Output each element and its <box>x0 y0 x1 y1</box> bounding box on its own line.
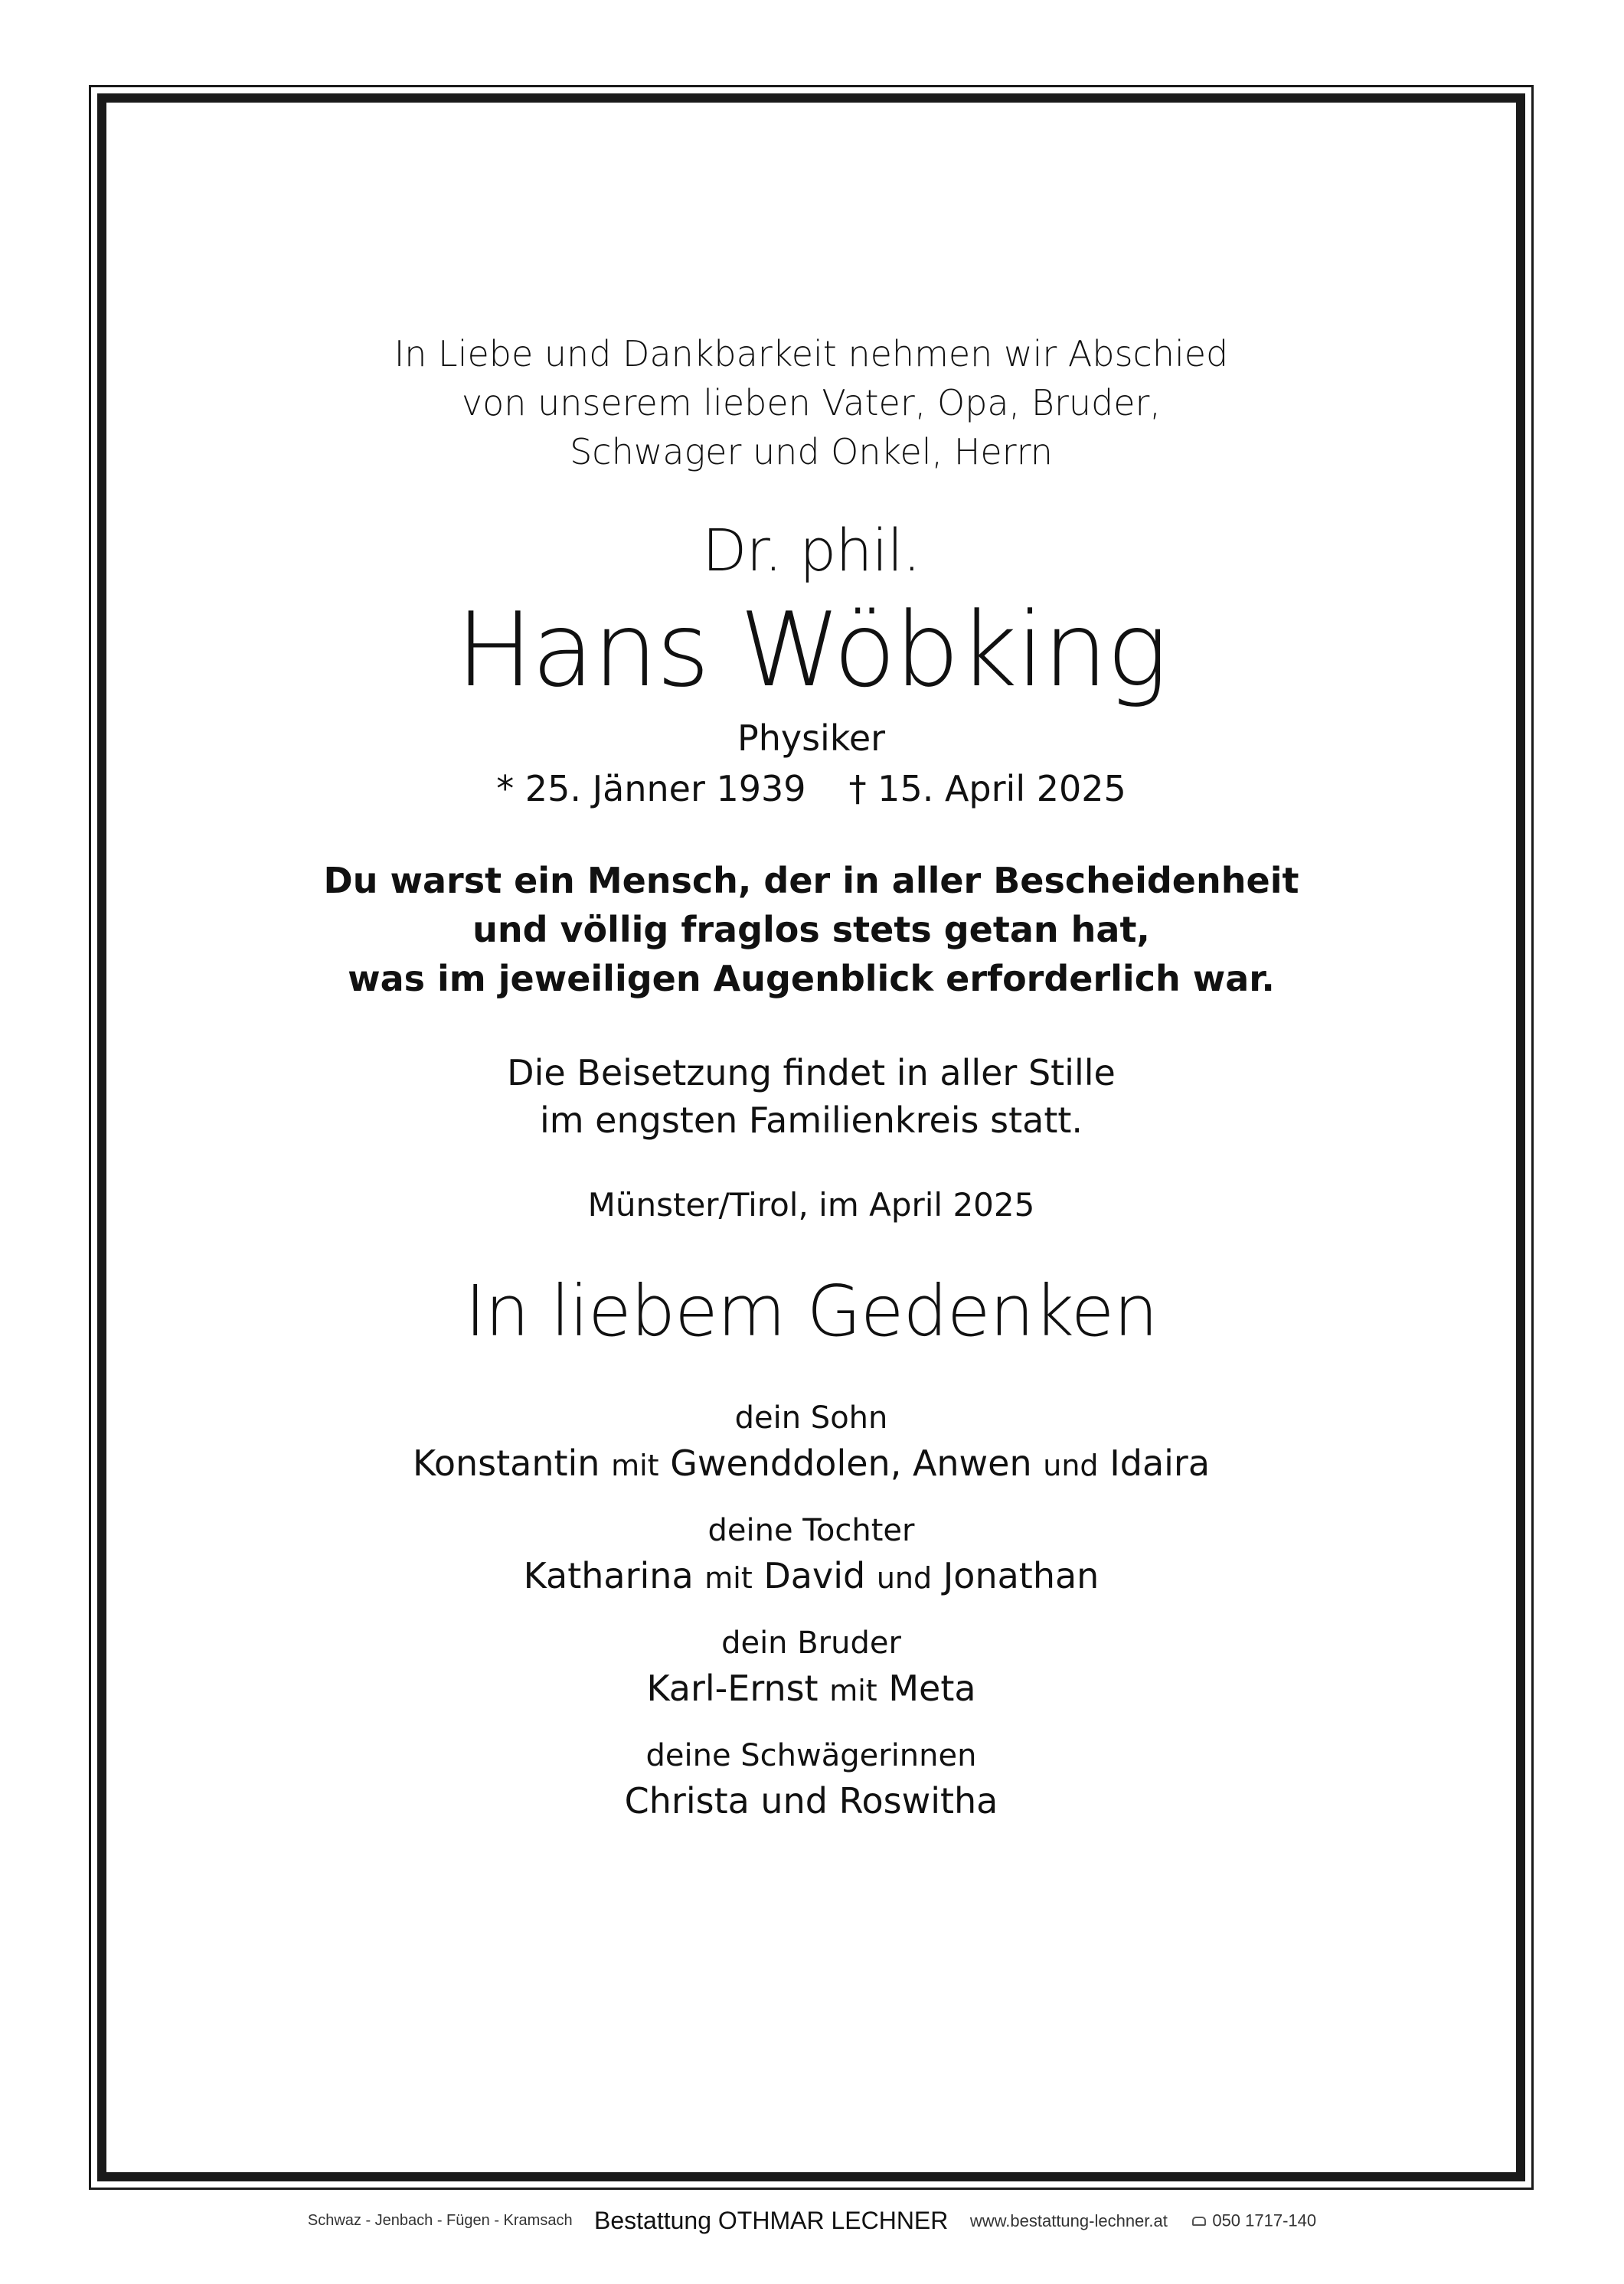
family-relation: dein Bruder <box>721 1626 901 1661</box>
joiner: und <box>1043 1449 1099 1482</box>
joiner: mit <box>704 1561 753 1595</box>
quote-line: und völlig fraglos stets getan hat, <box>472 909 1150 950</box>
family-name: Anwen <box>912 1443 1032 1484</box>
family-name: Christa <box>624 1780 750 1822</box>
family-name: Meta <box>888 1668 976 1709</box>
family-members <box>106 1439 1516 1489</box>
intro-line: In Liebe und Dankbarkeit nehmen wir Abschied <box>394 333 1229 374</box>
family-name: Konstantin <box>412 1443 600 1484</box>
joiner: und <box>876 1561 933 1595</box>
quote-line: Du warst ein Mensch, der in aller Bescheidenheit <box>323 860 1299 901</box>
family-relation: dein Sohn <box>734 1400 888 1436</box>
deceased-name: Hans Wöbking <box>456 590 1167 710</box>
intro-text <box>106 329 1516 476</box>
death-date: † 15. April 2025 <box>848 768 1126 809</box>
family-relation: deine Schwägerinnen <box>645 1738 977 1773</box>
intro-line: Schwager und Onkel, Herrn <box>570 431 1053 472</box>
profession: Physiker <box>737 717 886 759</box>
family-name: Karl-Ernst <box>646 1668 819 1709</box>
family-members <box>106 1777 1516 1825</box>
footer <box>0 2207 1624 2245</box>
place-date: Münster/Tirol, im April 2025 <box>587 1186 1035 1224</box>
intro-line: von unserem lieben Vater, Opa, Bruder, <box>461 382 1162 423</box>
family-members <box>106 1665 1516 1714</box>
quote-line: was im jeweiligen Augenblick erforderlich war. <box>348 958 1275 999</box>
joiner: mit <box>829 1674 877 1707</box>
academic-title: Dr. phil. <box>702 516 920 584</box>
family-members <box>106 1552 1516 1602</box>
footer-website[interactable]: www.bestattung-lechner.at <box>969 2210 1168 2230</box>
family-name: Gwenddolen <box>670 1443 890 1484</box>
family-list <box>106 1397 1516 1845</box>
footer-phone: 050 1717-140 <box>1212 2210 1317 2230</box>
telephone-icon <box>1192 2217 1206 2226</box>
birth-date: * 25. Jänner 1939 <box>496 768 806 809</box>
memorial-heading: In liebem Gedenken <box>465 1270 1158 1352</box>
family-name: David <box>763 1555 866 1596</box>
funeral-line: im engsten Familienkreis statt. <box>539 1100 1083 1141</box>
family-relation: deine Tochter <box>707 1513 915 1548</box>
funeral-notice <box>106 1049 1516 1144</box>
family-name: Roswitha <box>838 1780 998 1822</box>
quote <box>106 856 1516 1003</box>
joiner: und <box>760 1780 828 1822</box>
family-name: Idaira <box>1109 1443 1211 1484</box>
footer-towns: Schwaz - Jenbach - Fügen - Kramsach <box>307 2212 573 2229</box>
footer-company: Bestattung OTHMAR LECHNER <box>594 2207 949 2234</box>
family-name: Katharina <box>523 1555 694 1596</box>
obituary-notice <box>106 103 1516 2172</box>
life-dates <box>106 766 1516 812</box>
joiner: , <box>890 1443 902 1484</box>
funeral-line: Die Beisetzung findet in aller Stille <box>507 1052 1116 1093</box>
family-name: Jonathan <box>943 1555 1100 1596</box>
joiner: mit <box>611 1449 659 1482</box>
